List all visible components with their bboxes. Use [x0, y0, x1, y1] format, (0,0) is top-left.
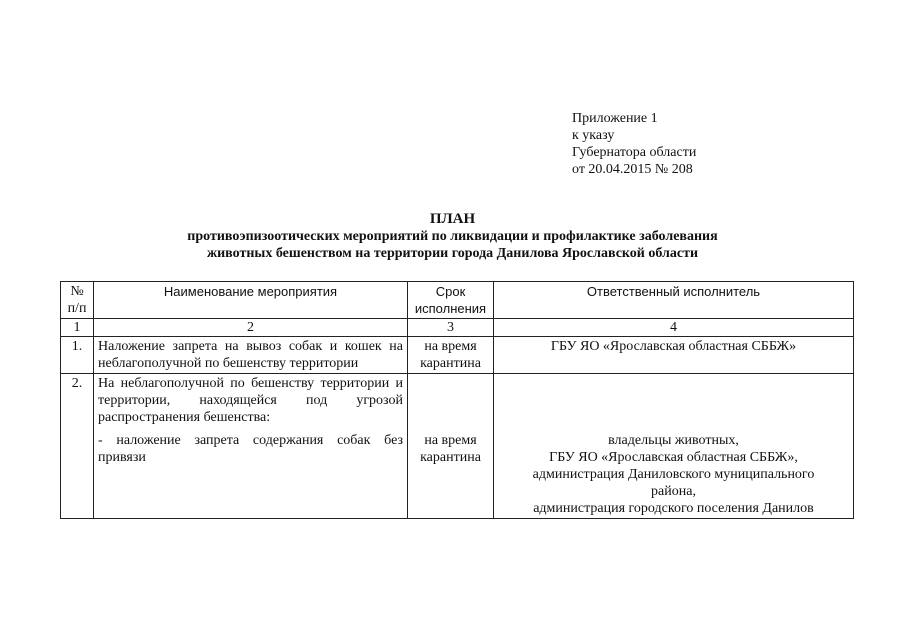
row-name-cell [94, 374, 408, 519]
row-executor: ГБУ ЯО «Ярославская областная СББЖ» [494, 337, 854, 374]
row-num: 1. [61, 337, 94, 374]
column-number: 3 [408, 319, 494, 337]
table-row [61, 337, 854, 374]
row-num: 2. [61, 374, 94, 519]
spacer [498, 375, 849, 432]
appendix-line: Приложение 1 [572, 111, 658, 126]
appendix-block [572, 110, 696, 178]
spacer [412, 375, 489, 432]
executor-line: администрация городского поселения Данилов [533, 501, 814, 516]
column-number-row [61, 319, 854, 337]
row-name: Наложение запрета на вывоз собак и кошек на неблагополучной по бешенству территории [94, 337, 408, 374]
header-term: Срок исполнения [408, 282, 494, 319]
executor-line: района, [651, 484, 696, 499]
header-executor: Ответственный исполнитель [494, 282, 854, 319]
row-term: на время карантина [420, 433, 481, 465]
table-header-row [61, 282, 854, 319]
column-number: 1 [61, 319, 94, 337]
plan-table [60, 281, 854, 519]
table-row [61, 374, 854, 519]
row-executor-cell [494, 374, 854, 519]
row-term-cell [408, 374, 494, 519]
row-sub-name: - наложение запрета содержания собак без привязи [98, 433, 403, 465]
column-number: 2 [94, 319, 408, 337]
executor-line: администрация Даниловского муниципального [532, 467, 815, 482]
executor-line: владельцы животных, [608, 433, 739, 448]
header-num: № п/п [61, 282, 94, 319]
document-subtitle: животных бешенством на территории города Данилова Ярославской области [206, 246, 699, 261]
row-name: На неблагополучной по бешенству территории и территории, находящейся под угрозой распространения бешенства: [98, 376, 403, 425]
appendix-line: Губернатора области [572, 145, 697, 160]
appendix-date-line: от 20.04.2015 № 208 [572, 162, 693, 177]
row-term: на время карантина [408, 337, 494, 374]
column-number: 4 [494, 319, 854, 337]
document-title: ПЛАН [429, 211, 476, 227]
appendix-line: к указу [572, 128, 615, 143]
executor-line: ГБУ ЯО «Ярославская областная СББЖ», [549, 450, 798, 465]
document-subtitle: противоэпизоотических мероприятий по ликвидации и профилактике заболевания [187, 229, 718, 244]
header-name: Наименование мероприятия [94, 282, 408, 319]
